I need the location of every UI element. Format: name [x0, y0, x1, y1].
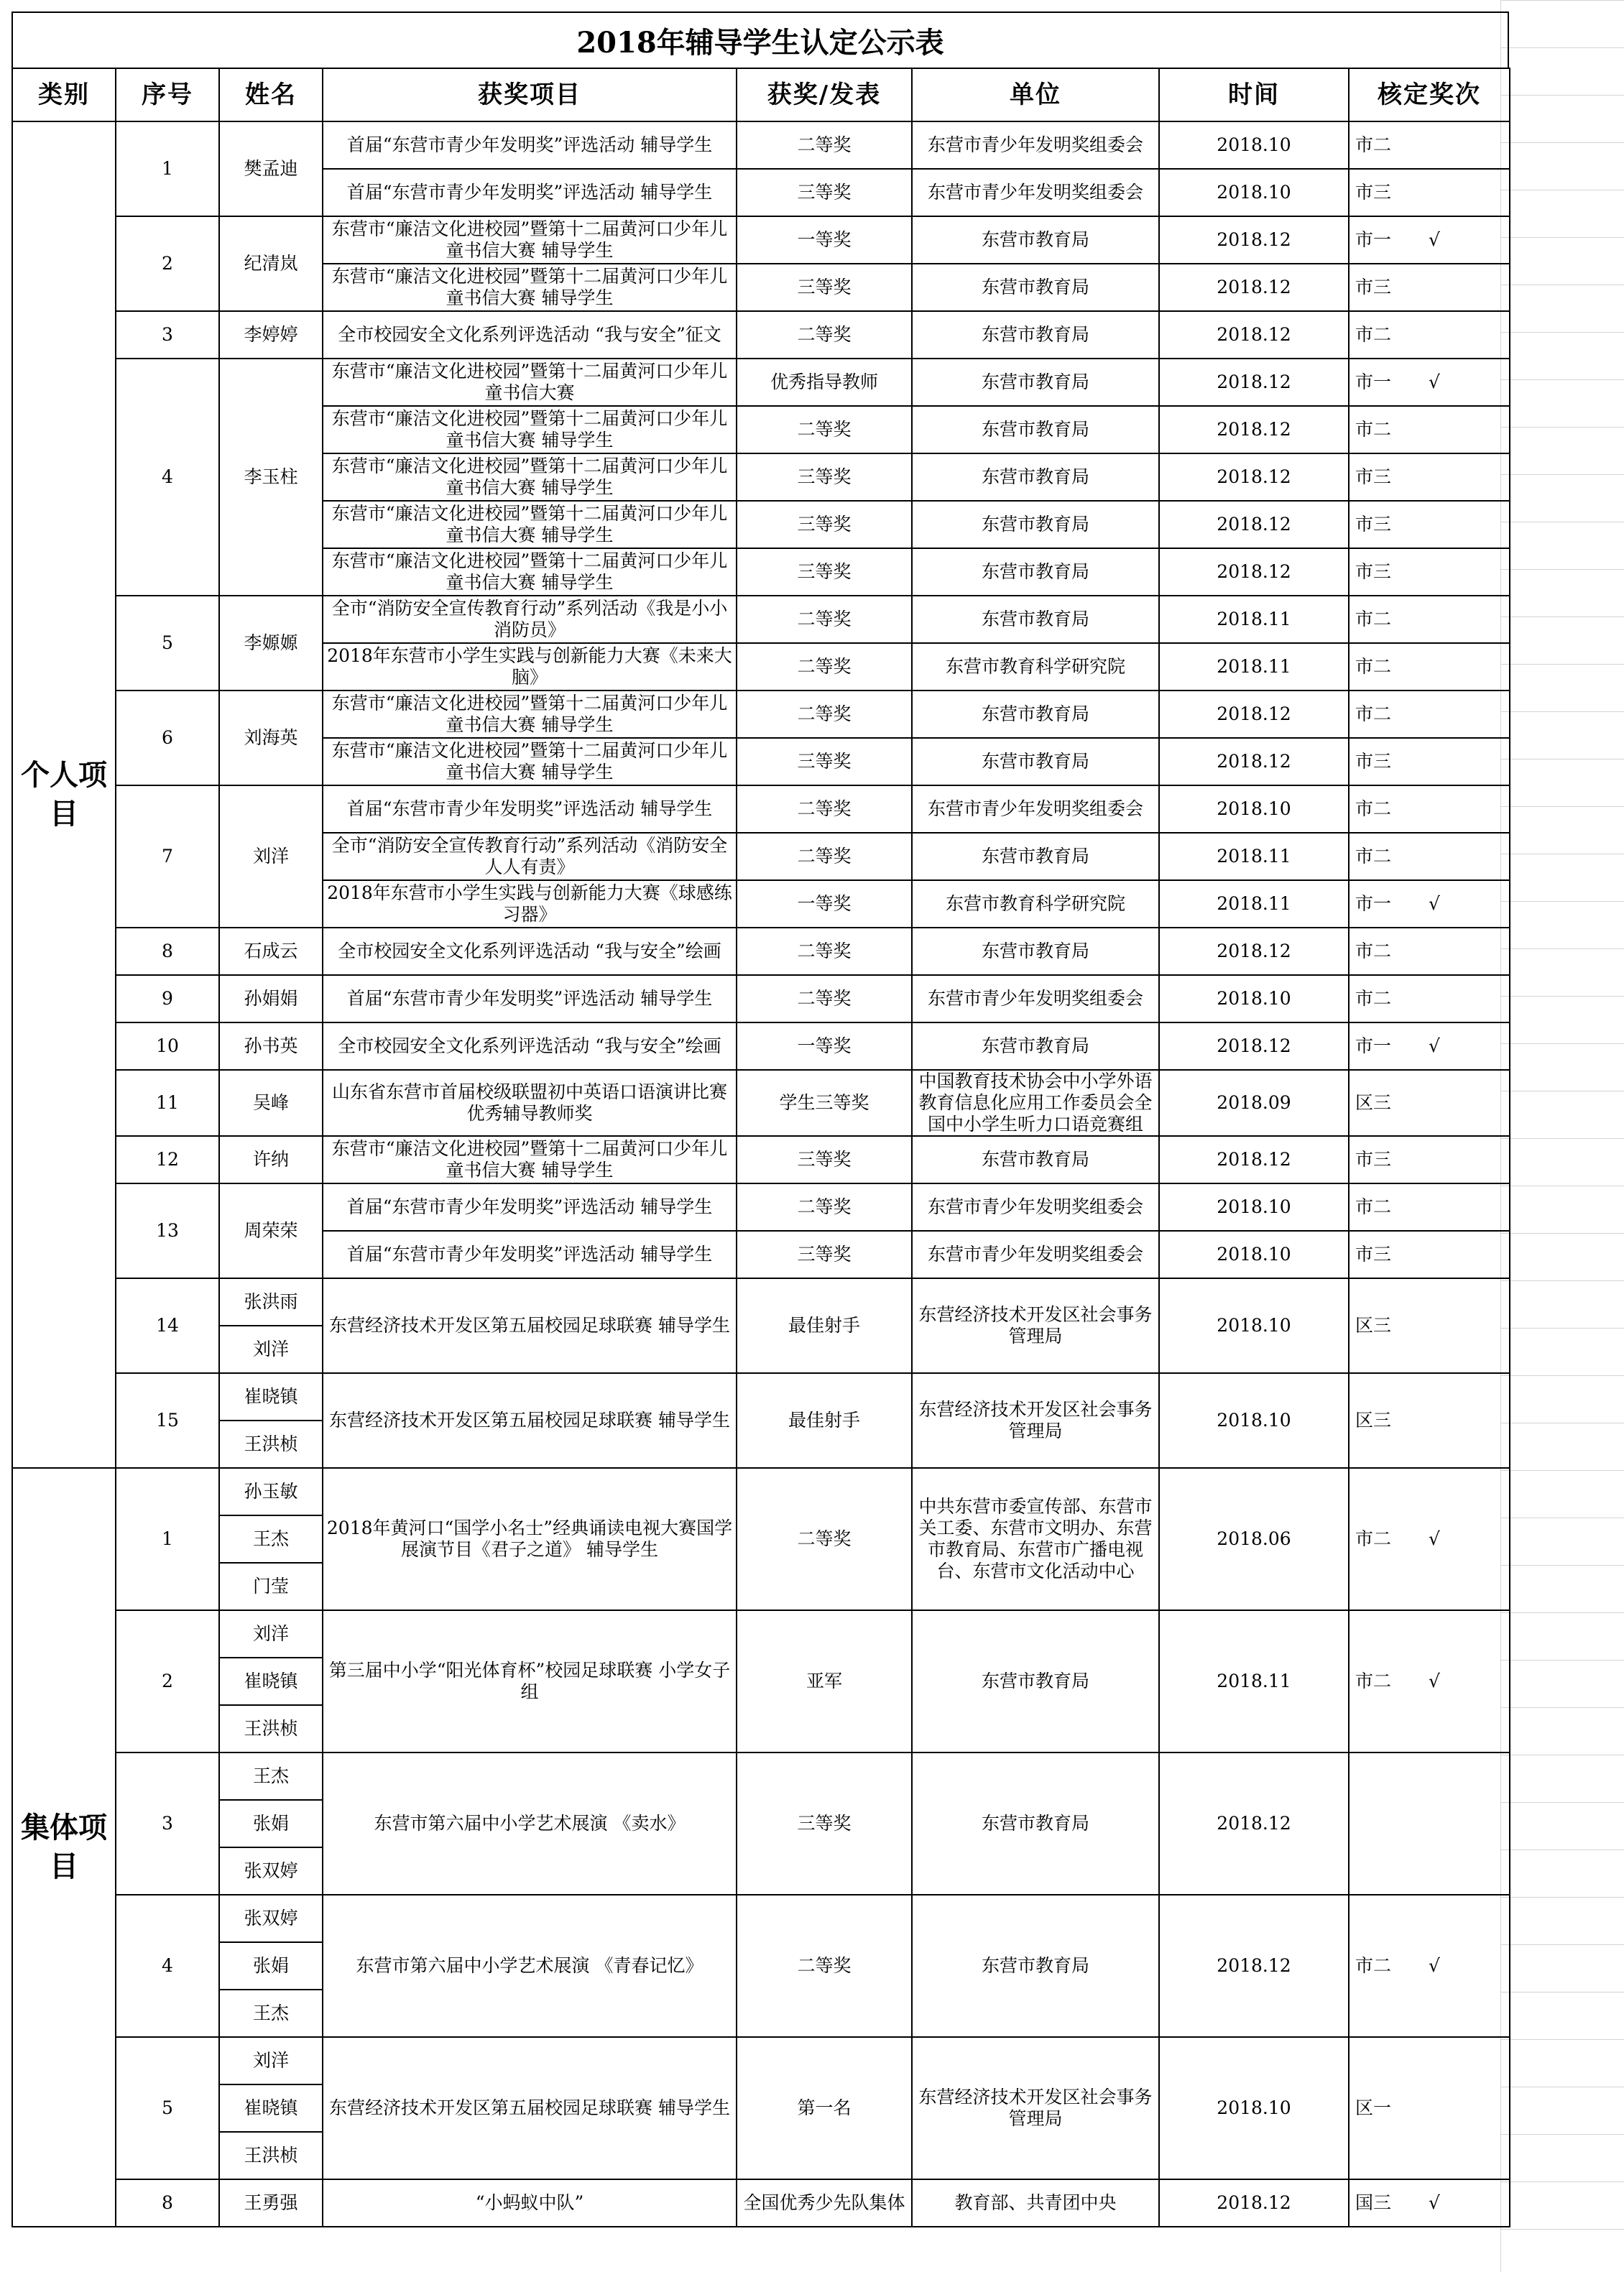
name-cell: 张娟 — [219, 1942, 323, 1990]
unit-cell: 中共东营市委宣传部、东营市关工委、东营市文明办、东营市教育局、东营市广播电视台、东营市文化活动中心 — [912, 1468, 1159, 1610]
name-cell: 王洪桢 — [219, 1421, 323, 1468]
project-cell: 2018年东营市小学生实践与创新能力大赛《球感练习器》 — [323, 880, 737, 928]
unit-cell: 东营市教育局 — [912, 548, 1159, 596]
rank-text: 市二 — [1355, 656, 1392, 677]
rank-text: 市二 — [1355, 1528, 1392, 1549]
date-cell: 2018.12 — [1159, 691, 1349, 738]
date-cell: 2018.10 — [1159, 2037, 1349, 2179]
serial-number-cell: 14 — [116, 1278, 219, 1373]
date-cell: 2018.10 — [1159, 1183, 1349, 1231]
rank-cell — [1349, 738, 1510, 785]
rank-cell — [1349, 1610, 1510, 1753]
name-cell: 刘洋 — [219, 1610, 323, 1658]
table-row — [12, 1373, 1510, 1421]
award-cell: 二等奖 — [737, 1468, 912, 1610]
name-cell: 崔晓镇 — [219, 1658, 323, 1705]
award-cell: 第一名 — [737, 2037, 912, 2179]
serial-number-cell: 5 — [116, 596, 219, 691]
table-row — [12, 1753, 1510, 1800]
rank-cell — [1349, 1373, 1510, 1468]
table-row — [12, 2037, 1510, 2084]
header-date: 时间 — [1159, 68, 1349, 121]
name-cell: 王洪桢 — [219, 1705, 323, 1753]
unit-cell: 东营经济技术开发区社会事务管理局 — [912, 1373, 1159, 1468]
award-cell: 三等奖 — [737, 548, 912, 596]
rank-text: 市一 — [1355, 371, 1392, 392]
table-row — [12, 1022, 1510, 1070]
award-cell: 三等奖 — [737, 501, 912, 548]
name-cell: 樊孟迪 — [219, 121, 323, 216]
award-cell: 二等奖 — [737, 975, 912, 1022]
check-mark-icon: √ — [1429, 893, 1440, 914]
rank-cell — [1349, 264, 1510, 311]
serial-number-cell: 3 — [116, 311, 219, 359]
unit-cell: 东营市教育局 — [912, 264, 1159, 311]
unit-cell: 东营市青少年发明奖组委会 — [912, 1183, 1159, 1231]
project-cell: 东营市“廉洁文化进校园”暨第十二届黄河口少年儿童书信大赛 辅导学生 — [323, 501, 737, 548]
date-cell: 2018.10 — [1159, 785, 1349, 833]
serial-number-cell: 12 — [116, 1136, 219, 1183]
date-cell: 2018.12 — [1159, 738, 1349, 785]
date-cell: 2018.12 — [1159, 548, 1349, 596]
unit-cell: 东营市青少年发明奖组委会 — [912, 169, 1159, 216]
award-cell: 二等奖 — [737, 406, 912, 453]
unit-cell: 东营市教育局 — [912, 596, 1159, 643]
rank-cell — [1349, 1468, 1510, 1610]
rank-text: 市二 — [1355, 703, 1392, 724]
rank-cell — [1349, 169, 1510, 216]
award-cell: 最佳射手 — [737, 1278, 912, 1373]
check-mark-icon: √ — [1429, 1671, 1440, 1691]
rank-text: 市三 — [1355, 561, 1392, 582]
rank-text: 市三 — [1355, 1244, 1392, 1265]
name-cell: 门莹 — [219, 1563, 323, 1610]
rank-cell — [1349, 1136, 1510, 1183]
rank-text: 市三 — [1355, 277, 1392, 297]
rank-cell — [1349, 880, 1510, 928]
check-mark-icon: √ — [1429, 229, 1440, 250]
rank-text: 区三 — [1355, 1315, 1392, 1336]
project-cell: 东营市“廉洁文化进校园”暨第十二届黄河口少年儿童书信大赛 辅导学生 — [323, 691, 737, 738]
serial-number-cell: 1 — [116, 121, 219, 216]
rank-cell — [1349, 596, 1510, 643]
date-cell: 2018.12 — [1159, 2179, 1349, 2227]
unit-cell: 东营经济技术开发区社会事务管理局 — [912, 1278, 1159, 1373]
rank-text: 区一 — [1355, 2097, 1392, 2118]
serial-number-cell: 15 — [116, 1373, 219, 1468]
date-cell: 2018.10 — [1159, 169, 1349, 216]
project-cell: 全市“消防安全宣传教育行动”系列活动《消防安全人人有责》 — [323, 833, 737, 880]
name-cell: 李嫄嫄 — [219, 596, 323, 691]
rank-text: 市二 — [1355, 134, 1392, 155]
date-cell: 2018.10 — [1159, 121, 1349, 169]
date-cell: 2018.12 — [1159, 216, 1349, 264]
rank-text: 市二 — [1355, 609, 1392, 629]
date-cell: 2018.10 — [1159, 975, 1349, 1022]
date-cell: 2018.12 — [1159, 1022, 1349, 1070]
unit-cell: 东营市教育局 — [912, 311, 1159, 359]
name-cell: 孙书英 — [219, 1022, 323, 1070]
check-mark-icon: √ — [1429, 1035, 1440, 1056]
award-cell: 学生三等奖 — [737, 1070, 912, 1136]
award-cell: 二等奖 — [737, 928, 912, 975]
rank-text: 市二 — [1355, 1671, 1392, 1691]
check-mark-icon: √ — [1429, 1528, 1440, 1549]
table-body — [12, 121, 1510, 2227]
rank-cell — [1349, 1022, 1510, 1070]
rank-cell — [1349, 643, 1510, 691]
header-row — [12, 68, 1510, 121]
name-cell: 刘洋 — [219, 785, 323, 928]
rank-cell — [1349, 1753, 1510, 1895]
project-cell: 山东省东营市首届校级联盟初中英语口语演讲比赛 优秀辅导教师奖 — [323, 1070, 737, 1136]
unit-cell: 东营市教育局 — [912, 833, 1159, 880]
unit-cell: 东营市教育局 — [912, 691, 1159, 738]
award-table-sheet — [11, 11, 1509, 2227]
serial-number-cell: 2 — [116, 216, 219, 311]
serial-number-cell: 8 — [116, 928, 219, 975]
unit-cell: 东营市教育局 — [912, 216, 1159, 264]
project-cell: 东营市“廉洁文化进校园”暨第十二届黄河口少年儿童书信大赛 辅导学生 — [323, 548, 737, 596]
check-mark-icon: √ — [1429, 2192, 1440, 2213]
project-cell: “小蚂蚁中队” — [323, 2179, 737, 2227]
table-row — [12, 1183, 1510, 1231]
header-number: 序号 — [116, 68, 219, 121]
date-cell: 2018.12 — [1159, 1753, 1349, 1895]
rank-cell — [1349, 406, 1510, 453]
project-cell: 东营市“廉洁文化进校园”暨第十二届黄河口少年儿童书信大赛 辅导学生 — [323, 264, 737, 311]
rank-cell — [1349, 833, 1510, 880]
unit-cell: 东营市教育局 — [912, 1022, 1159, 1070]
unit-cell: 东营市教育局 — [912, 501, 1159, 548]
rank-text: 市二 — [1355, 798, 1392, 819]
name-cell: 张双婷 — [219, 1895, 323, 1942]
name-cell: 王勇强 — [219, 2179, 323, 2227]
project-cell: 首届“东营市青少年发明奖”评选活动 辅导学生 — [323, 1231, 737, 1278]
unit-cell: 东营经济技术开发区社会事务管理局 — [912, 2037, 1159, 2179]
award-cell: 一等奖 — [737, 216, 912, 264]
date-cell: 2018.12 — [1159, 928, 1349, 975]
table-row — [12, 975, 1510, 1022]
unit-cell: 东营市青少年发明奖组委会 — [912, 785, 1159, 833]
unit-cell: 东营市教育局 — [912, 453, 1159, 501]
category-cell: 个人项目 — [12, 121, 116, 1468]
rank-text: 市二 — [1355, 941, 1392, 961]
project-cell: 东营市“廉洁文化进校园”暨第十二届黄河口少年儿童书信大赛 — [323, 359, 737, 406]
rank-text: 市二 — [1355, 1196, 1392, 1217]
name-cell: 王杰 — [219, 1990, 323, 2037]
award-cell: 三等奖 — [737, 169, 912, 216]
name-cell: 刘洋 — [219, 1326, 323, 1373]
serial-number-cell: 2 — [116, 1610, 219, 1753]
award-cell: 二等奖 — [737, 311, 912, 359]
table-row — [12, 596, 1510, 643]
rank-text: 市二 — [1355, 988, 1392, 1009]
table-row — [12, 216, 1510, 264]
rank-text: 市二 — [1355, 419, 1392, 440]
project-cell: 2018年东营市小学生实践与创新能力大赛《未来大脑》 — [323, 643, 737, 691]
award-table — [11, 68, 1510, 2227]
date-cell: 2018.12 — [1159, 359, 1349, 406]
table-row — [12, 1278, 1510, 1326]
serial-number-cell: 6 — [116, 691, 219, 785]
award-cell: 最佳射手 — [737, 1373, 912, 1468]
unit-cell: 东营市教育科学研究院 — [912, 880, 1159, 928]
rank-cell — [1349, 785, 1510, 833]
name-cell: 孙娟娟 — [219, 975, 323, 1022]
date-cell: 2018.11 — [1159, 596, 1349, 643]
serial-number-cell: 4 — [116, 359, 219, 596]
header-name: 姓名 — [219, 68, 323, 121]
serial-number-cell: 10 — [116, 1022, 219, 1070]
table-row — [12, 311, 1510, 359]
project-cell: 东营市“廉洁文化进校园”暨第十二届黄河口少年儿童书信大赛 辅导学生 — [323, 216, 737, 264]
project-cell: 首届“东营市青少年发明奖”评选活动 辅导学生 — [323, 121, 737, 169]
rank-cell — [1349, 691, 1510, 738]
project-cell: 东营经济技术开发区第五届校园足球联赛 辅导学生 — [323, 1278, 737, 1373]
project-cell: 第三届中小学“阳光体育杯”校园足球联赛 小学女子组 — [323, 1610, 737, 1753]
date-cell: 2018.11 — [1159, 1610, 1349, 1753]
table-row — [12, 1136, 1510, 1183]
project-cell: 全市校园安全文化系列评选活动 “我与安全”绘画 — [323, 1022, 737, 1070]
header-award: 获奖/发表 — [737, 68, 912, 121]
award-cell: 三等奖 — [737, 1753, 912, 1895]
date-cell: 2018.11 — [1159, 643, 1349, 691]
name-cell: 王杰 — [219, 1753, 323, 1800]
rank-cell — [1349, 928, 1510, 975]
date-cell: 2018.12 — [1159, 406, 1349, 453]
check-mark-icon: √ — [1429, 371, 1440, 392]
unit-cell: 东营市教育局 — [912, 1753, 1159, 1895]
project-cell: 首届“东营市青少年发明奖”评选活动 辅导学生 — [323, 1183, 737, 1231]
name-cell: 崔晓镇 — [219, 1373, 323, 1421]
check-mark-icon: √ — [1429, 1955, 1440, 1976]
date-cell: 2018.12 — [1159, 311, 1349, 359]
project-cell: 东营经济技术开发区第五届校园足球联赛 辅导学生 — [323, 2037, 737, 2179]
award-cell: 二等奖 — [737, 121, 912, 169]
unit-cell: 东营市教育局 — [912, 406, 1159, 453]
project-cell: 东营市“廉洁文化进校园”暨第十二届黄河口少年儿童书信大赛 辅导学生 — [323, 738, 737, 785]
award-cell: 三等奖 — [737, 738, 912, 785]
name-cell: 李婷婷 — [219, 311, 323, 359]
award-cell: 二等奖 — [737, 596, 912, 643]
rank-cell — [1349, 1895, 1510, 2037]
table-row — [12, 1610, 1510, 1658]
date-cell: 2018.12 — [1159, 453, 1349, 501]
name-cell: 孙玉敏 — [219, 1468, 323, 1515]
date-cell: 2018.10 — [1159, 1231, 1349, 1278]
header-rank: 核定奖次 — [1349, 68, 1510, 121]
name-cell: 周荣荣 — [219, 1183, 323, 1278]
name-cell: 李玉柱 — [219, 359, 323, 596]
award-cell: 一等奖 — [737, 1022, 912, 1070]
rank-cell — [1349, 1278, 1510, 1373]
header-category: 类别 — [12, 68, 116, 121]
rank-text: 市三 — [1355, 1149, 1392, 1170]
unit-cell: 东营市青少年发明奖组委会 — [912, 1231, 1159, 1278]
serial-number-cell: 7 — [116, 785, 219, 928]
rank-text: 市三 — [1355, 751, 1392, 772]
rank-text: 市一 — [1355, 229, 1392, 250]
award-cell: 二等奖 — [737, 833, 912, 880]
name-cell: 吴峰 — [219, 1070, 323, 1136]
serial-number-cell: 8 — [116, 2179, 219, 2227]
rank-text: 区三 — [1355, 1410, 1392, 1431]
rank-text: 市三 — [1355, 182, 1392, 203]
award-cell: 一等奖 — [737, 880, 912, 928]
rank-text: 区三 — [1355, 1092, 1392, 1113]
project-cell: 东营市“廉洁文化进校园”暨第十二届黄河口少年儿童书信大赛 辅导学生 — [323, 453, 737, 501]
serial-number-cell: 13 — [116, 1183, 219, 1278]
header-unit: 单位 — [912, 68, 1159, 121]
rank-cell — [1349, 548, 1510, 596]
table-row — [12, 2179, 1510, 2227]
date-cell: 2018.11 — [1159, 880, 1349, 928]
project-cell: 全市“消防安全宣传教育行动”系列活动《我是小小消防员》 — [323, 596, 737, 643]
project-cell: 首届“东营市青少年发明奖”评选活动 辅导学生 — [323, 785, 737, 833]
table-row — [12, 928, 1510, 975]
rank-cell — [1349, 359, 1510, 406]
rank-text: 市三 — [1355, 514, 1392, 535]
project-cell: 东营经济技术开发区第五届校园足球联赛 辅导学生 — [323, 1373, 737, 1468]
date-cell: 2018.12 — [1159, 501, 1349, 548]
project-cell: 首届“东营市青少年发明奖”评选活动 辅导学生 — [323, 975, 737, 1022]
unit-cell: 中国教育技术协会中小学外语教育信息化应用工作委员会全国中小学生听力口语竞赛组 — [912, 1070, 1159, 1136]
date-cell: 2018.10 — [1159, 1373, 1349, 1468]
rank-cell — [1349, 453, 1510, 501]
unit-cell: 东营市教育局 — [912, 359, 1159, 406]
table-row — [12, 1468, 1510, 1515]
unit-cell: 东营市教育局 — [912, 1895, 1159, 2037]
name-cell: 刘海英 — [219, 691, 323, 785]
rank-text: 国三 — [1355, 2192, 1392, 2213]
rank-cell — [1349, 975, 1510, 1022]
date-cell: 2018.12 — [1159, 264, 1349, 311]
project-cell: 2018年黄河口“国学小名士”经典诵读电视大赛国学展演节目《君子之道》 辅导学生 — [323, 1468, 737, 1610]
page-title: 2018年辅导学生认定公示表 — [11, 11, 1509, 68]
rank-cell — [1349, 1070, 1510, 1136]
name-cell: 纪清岚 — [219, 216, 323, 311]
name-cell: 王洪桢 — [219, 2132, 323, 2179]
award-cell: 二等奖 — [737, 785, 912, 833]
spreadsheet-gridlines — [1500, 0, 1624, 2272]
table-row — [12, 121, 1510, 169]
award-cell: 三等奖 — [737, 1136, 912, 1183]
award-cell: 二等奖 — [737, 1183, 912, 1231]
rank-text: 市二 — [1355, 846, 1392, 867]
rank-cell — [1349, 121, 1510, 169]
date-cell: 2018.09 — [1159, 1070, 1349, 1136]
unit-cell: 东营市教育局 — [912, 1610, 1159, 1753]
date-cell: 2018.12 — [1159, 1895, 1349, 2037]
project-cell: 全市校园安全文化系列评选活动 “我与安全”征文 — [323, 311, 737, 359]
project-cell: 东营市“廉洁文化进校园”暨第十二届黄河口少年儿童书信大赛 辅导学生 — [323, 1136, 737, 1183]
rank-cell — [1349, 501, 1510, 548]
name-cell: 刘洋 — [219, 2037, 323, 2084]
project-cell: 东营市第六届中小学艺术展演 《青春记忆》 — [323, 1895, 737, 2037]
award-cell: 二等奖 — [737, 691, 912, 738]
rank-cell — [1349, 1231, 1510, 1278]
award-cell: 全国优秀少先队集体 — [737, 2179, 912, 2227]
project-cell: 全市校园安全文化系列评选活动 “我与安全”绘画 — [323, 928, 737, 975]
rank-cell — [1349, 2037, 1510, 2179]
name-cell: 崔晓镇 — [219, 2084, 323, 2132]
unit-cell: 东营市青少年发明奖组委会 — [912, 121, 1159, 169]
unit-cell: 东营市教育局 — [912, 738, 1159, 785]
table-row — [12, 359, 1510, 406]
date-cell: 2018.10 — [1159, 1278, 1349, 1373]
table-row — [12, 691, 1510, 738]
name-cell: 张娟 — [219, 1800, 323, 1847]
unit-cell: 东营市教育局 — [912, 928, 1159, 975]
award-cell: 二等奖 — [737, 643, 912, 691]
serial-number-cell: 4 — [116, 1895, 219, 2037]
project-cell: 首届“东营市青少年发明奖”评选活动 辅导学生 — [323, 169, 737, 216]
rank-text: 市二 — [1355, 324, 1392, 345]
award-cell: 三等奖 — [737, 264, 912, 311]
project-cell: 东营市“廉洁文化进校园”暨第十二届黄河口少年儿童书信大赛 辅导学生 — [323, 406, 737, 453]
serial-number-cell: 1 — [116, 1468, 219, 1610]
serial-number-cell: 9 — [116, 975, 219, 1022]
date-cell: 2018.06 — [1159, 1468, 1349, 1610]
rank-text: 市一 — [1355, 1035, 1392, 1056]
rank-cell — [1349, 2179, 1510, 2227]
unit-cell: 教育部、共青团中央 — [912, 2179, 1159, 2227]
award-cell: 亚军 — [737, 1610, 912, 1753]
date-cell: 2018.12 — [1159, 1136, 1349, 1183]
award-cell: 优秀指导教师 — [737, 359, 912, 406]
category-cell: 集体项目 — [12, 1468, 116, 2227]
rank-text: 市二 — [1355, 1955, 1392, 1976]
rank-cell — [1349, 216, 1510, 264]
name-cell: 王杰 — [219, 1515, 323, 1563]
header-project: 获奖项目 — [323, 68, 737, 121]
serial-number-cell: 5 — [116, 2037, 219, 2179]
rank-text: 市三 — [1355, 466, 1392, 487]
award-cell: 二等奖 — [737, 1895, 912, 2037]
rank-cell — [1349, 311, 1510, 359]
award-cell: 三等奖 — [737, 1231, 912, 1278]
name-cell: 石成云 — [219, 928, 323, 975]
unit-cell: 东营市青少年发明奖组委会 — [912, 975, 1159, 1022]
project-cell: 东营市第六届中小学艺术展演 《卖水》 — [323, 1753, 737, 1895]
unit-cell: 东营市教育局 — [912, 1136, 1159, 1183]
name-cell: 张洪雨 — [219, 1278, 323, 1326]
rank-cell — [1349, 1183, 1510, 1231]
table-row — [12, 785, 1510, 833]
name-cell: 张双婷 — [219, 1847, 323, 1895]
date-cell: 2018.11 — [1159, 833, 1349, 880]
serial-number-cell: 3 — [116, 1753, 219, 1895]
table-row — [12, 1070, 1510, 1136]
name-cell: 许纳 — [219, 1136, 323, 1183]
rank-text: 市一 — [1355, 893, 1392, 914]
unit-cell: 东营市教育科学研究院 — [912, 643, 1159, 691]
award-cell: 三等奖 — [737, 453, 912, 501]
serial-number-cell: 11 — [116, 1070, 219, 1136]
table-row — [12, 1895, 1510, 1942]
